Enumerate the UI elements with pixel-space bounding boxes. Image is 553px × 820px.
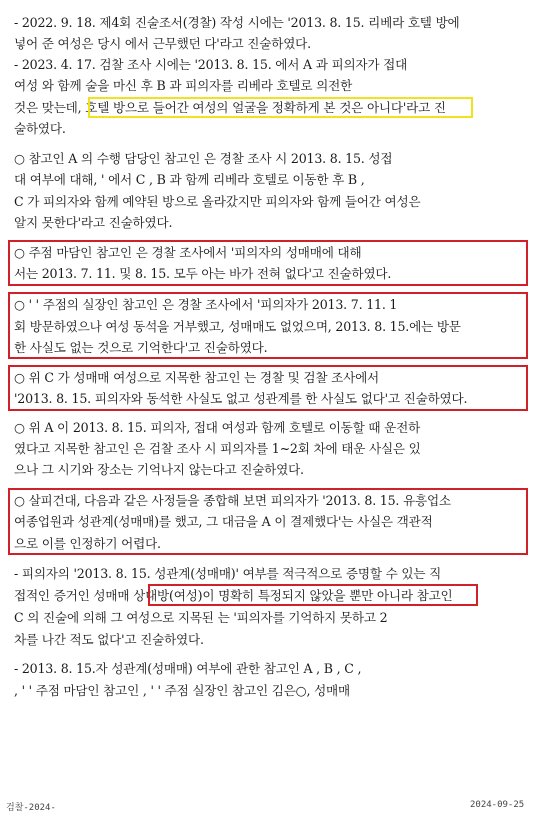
red-highlight-box xyxy=(8,292,528,359)
red-highlight-box xyxy=(148,584,478,606)
text-line: ○ ' ' 주점의 실장인 참고인 은 경찰 조사에서 '피의자가 2013. 7. 11. 1 xyxy=(14,297,398,312)
text-line: 여성 와 함께 술을 마신 후 B 과 피의자를 리베라 호텔로 의전한 xyxy=(14,78,353,93)
text-line: 였다고 지목한 참고인 은 검찰 조사 시 피의자를 1~2회 차에 태운 사실은 있 xyxy=(14,441,421,456)
text-line: 접적인 증거인 성매매 상대방(여성)이 명확히 특정되지 않았을 뿐만 아니라 참고인 xyxy=(14,588,453,603)
red-highlight-box xyxy=(8,240,528,286)
text-line: 회 방문하였으나 여성 동석을 거부했고, 성매매도 없었으며, 2013. 8. 15.에는 방문 xyxy=(14,319,461,334)
text-line: 차를 나간 적도 없다'고 진술하였다. xyxy=(14,632,204,647)
text-line: - 피의자의 '2013. 8. 15. 성관계(성매매)' 여부를 적극적으로 증명할 수 있는 직 xyxy=(14,566,442,581)
text-line: ○ 살피건대, 다음과 같은 사정들을 종합해 보면 피의자가 '2013. 8. 15. 유흥업소 xyxy=(14,493,451,508)
text-line: 여종업원과 성관계(성매매)를 했고, 그 대금을 A 이 결제했다'는 사실은 객관적 xyxy=(14,514,433,529)
text-line: 으로 이를 인정하기 어렵다. xyxy=(14,536,161,551)
text-line: - 2022. 9. 18. 제4회 진술조서(경찰) 작성 시에는 '2013. 8. 15. 리베라 호텔 방에 xyxy=(14,15,460,30)
red-highlight-box xyxy=(8,365,528,411)
text-line: '2013. 8. 15. 피의자와 동석한 사실도 없고 성관계를 한 사실도 없다'고 진술하였다. xyxy=(14,391,468,406)
text-line: 알지 못한다'라고 진술하였다. xyxy=(14,215,173,230)
footer-date: 2024-09-25 xyxy=(470,800,525,810)
red-highlight-box xyxy=(8,488,528,555)
text-line: 한 사실도 없는 것으로 기억한다'고 진술하였다. xyxy=(14,340,268,355)
text-line: 으나 그 시기와 장소는 기억나지 않는다고 진술하였다. xyxy=(14,462,304,477)
text-line: 넣어 준 여성은 당시 에서 근무했던 다'라고 진술하였다. xyxy=(14,36,311,51)
yellow-highlight-box xyxy=(88,97,473,118)
text-line: 대 여부에 대해, ' 에서 C , B 과 함께 리베라 호텔로 이동한 후 B , xyxy=(14,172,365,187)
text-line: 것은 맞는데, 호텔 방으로 들어간 여성의 얼굴을 정확하게 본 것은 아니다'라고 진 xyxy=(14,100,446,115)
text-line: 술하였다. xyxy=(14,121,66,136)
text-line: ○ 위 A 이 2013. 8. 15. 피의자, 접대 여성과 함께 호텔로 이동할 때 운전하 xyxy=(14,420,421,435)
text-line: 서는 2013. 7. 11. 및 8. 15. 모두 아는 바가 전혀 없다'고 진술하였다. xyxy=(14,266,392,281)
text-line: C 의 진술에 의해 그 여성으로 지목된 는 '피의자를 기억하지 못하고 2 xyxy=(14,610,388,625)
text-line: C 가 피의자와 함께 예약된 방으로 올라갔지만 피의자와 함께 들어간 여성은 xyxy=(14,194,421,209)
text-line: - 2013. 8. 15.자 성관계(성매매) 여부에 관한 참고인 A , B , C , xyxy=(14,661,362,676)
text-line: ○ 위 C 가 성매매 여성으로 지목한 참고인 는 경찰 및 검찰 조사에서 xyxy=(14,370,380,385)
text-line: ○ 주점 마담인 참고인 은 경찰 조사에서 '피의자의 성매매에 대해 xyxy=(14,245,362,260)
text-line: ○ 참고인 A 의 수행 담당인 참고인 은 경찰 조사 시 2013. 8. 15. 성접 xyxy=(14,151,393,166)
text-line: - 2023. 4. 17. 검찰 조사 시에는 '2013. 8. 15. 에서 A 과 피의자가 접대 xyxy=(14,57,408,72)
text-line: , ' ' 주점 마담인 참고인 , ' ' 주점 실장인 참고인 김은○, 성매매 xyxy=(14,683,350,698)
footer-left: 검찰-2024- xyxy=(6,803,56,813)
